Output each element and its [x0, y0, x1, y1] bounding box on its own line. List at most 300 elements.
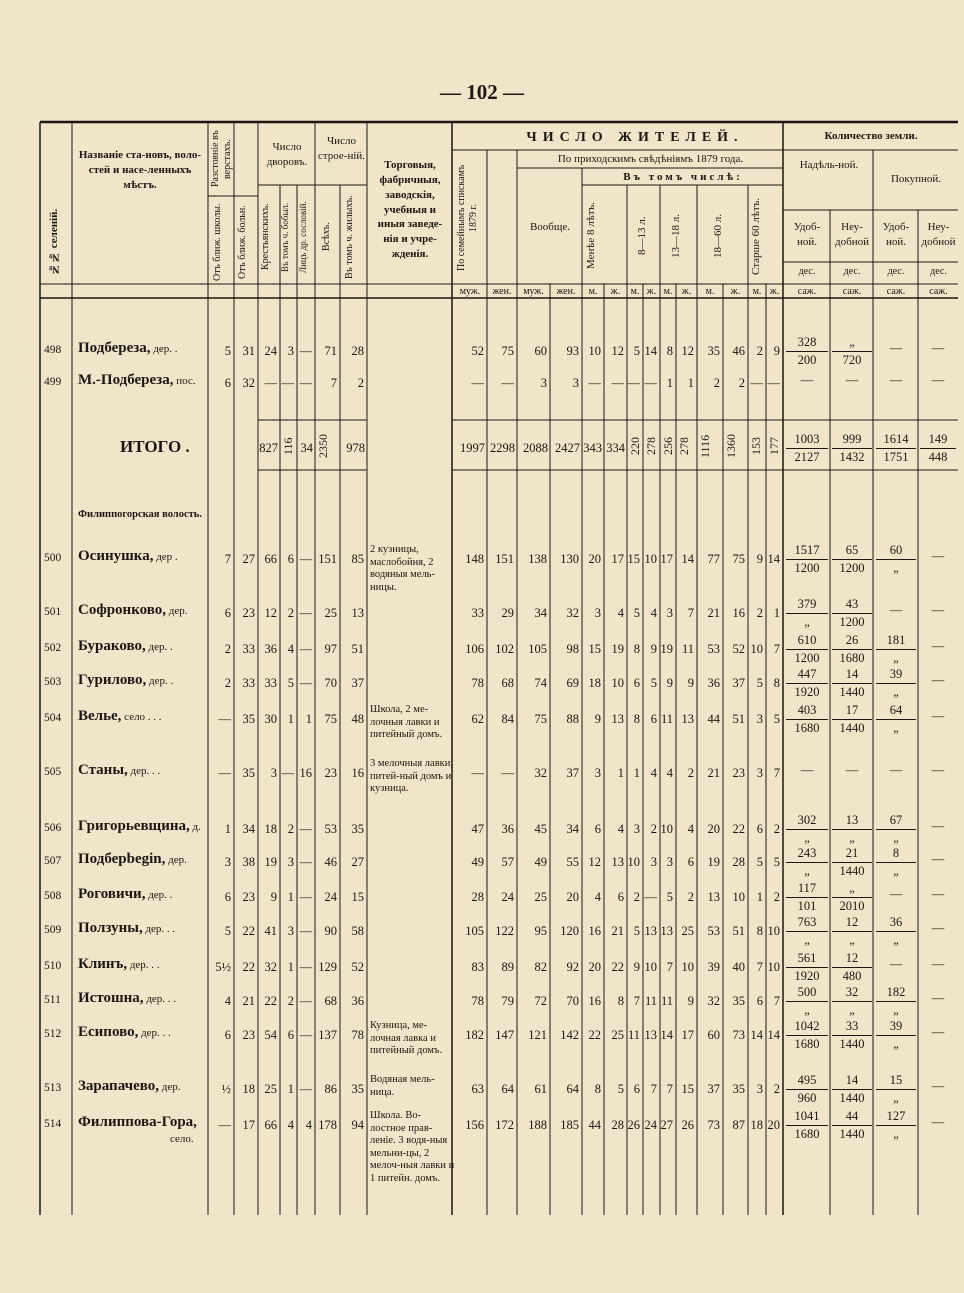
total-a1f: 334 [606, 441, 625, 455]
cell-a1f: 1 [617, 766, 624, 780]
cell-a1f: 19 [611, 642, 624, 656]
land-bought-arable [876, 668, 916, 698]
cell-a4m: 44 [707, 712, 720, 726]
unit-female: жен. [492, 286, 512, 297]
unit-des: дес. [930, 266, 947, 277]
cell-a4m: 35 [707, 344, 720, 358]
cell-a1m: 20 [588, 552, 601, 566]
cell-ba: 129 [318, 960, 337, 974]
cell-pm: 121 [528, 1028, 547, 1042]
cell-bl: 35 [351, 822, 364, 836]
cell-a3m: 11 [660, 994, 673, 1008]
settlement-name-text: Подбереза, [78, 340, 151, 356]
cell-bl: 52 [351, 960, 364, 974]
land-bought-nonarable-value: — [931, 709, 945, 723]
col-header-nonarable-1: Неу-добной [835, 221, 869, 248]
land-bought-nonarable-value: — [931, 1079, 945, 1093]
total-land-allot-arable-top: 1003 [794, 432, 820, 446]
land-allot-nonarable-top: 33 [845, 1019, 859, 1033]
land-allot-nonarable-top: 65 [845, 543, 859, 557]
land-allot-nonarable [832, 1020, 872, 1050]
settlement-name-text: Филиппова-Гора, [78, 1114, 197, 1130]
cell-a3f: 2 [687, 890, 694, 904]
total-a1m: 343 [583, 441, 602, 455]
cell-a3m: 7 [666, 1082, 673, 1096]
cell-ba: 178 [318, 1118, 337, 1132]
land-bought-nonarable [920, 986, 956, 1007]
cell-yp: 66 [264, 1118, 277, 1132]
cell-a4f: 46 [732, 344, 745, 358]
cell-a4m: 21 [707, 606, 720, 620]
cell-fm: 182 [465, 1028, 484, 1042]
cell-fm: — [471, 766, 484, 780]
land-bought-nonarable-value: — [931, 991, 945, 1005]
row-number: 508 [44, 890, 62, 902]
row-number: 500 [44, 552, 62, 564]
cell-a5m: — [750, 376, 763, 390]
cell-yp: 33 [264, 676, 277, 690]
total-pm: 2088 [523, 441, 548, 455]
cell-a3f: 1 [687, 376, 694, 390]
settlement-name-text: Велье, [78, 708, 122, 724]
cell-a2m: 8 [633, 712, 640, 726]
cell-dh: 33 [242, 642, 255, 656]
cell-a5f: 20 [767, 1118, 780, 1132]
land-bought-arable-bottom: „ [876, 829, 916, 845]
cell-a2m: 6 [633, 1082, 640, 1096]
land-allot-nonarable-bottom: 1440 [832, 1125, 872, 1141]
cell-bl: 85 [351, 552, 364, 566]
land-bought-arable-value: — [889, 763, 903, 777]
unit-saz: саж. [797, 286, 817, 297]
land-bought-arable-bottom: „ [876, 683, 916, 699]
land-allot-nonarable [832, 916, 872, 946]
land-bought-arable [876, 1020, 916, 1050]
land-bought-nonarable [920, 1020, 956, 1041]
cell-a2m: — [627, 376, 640, 390]
cell-a4m: 2 [713, 376, 720, 390]
cell-ba: 25 [324, 606, 337, 620]
settlement-kind: дер. . . [127, 765, 161, 777]
cell-a1f: 21 [611, 924, 624, 938]
cell-yp: 41 [264, 924, 277, 938]
cell-yb: 1 [287, 890, 294, 904]
land-allot-nonarable-bottom: 1440 [832, 683, 872, 699]
cell-yb: 6 [287, 1028, 294, 1042]
unit-des: дес. [887, 266, 905, 277]
row-number: 511 [44, 994, 61, 1006]
cell-yb: 4 [287, 642, 294, 656]
land-allot-arable-bottom: 960 [786, 1089, 828, 1105]
cell-a5f: 8 [773, 676, 780, 690]
cell-a5f: 9 [773, 344, 780, 358]
cell-dh: 35 [242, 712, 255, 726]
cell-pf: 70 [566, 994, 579, 1008]
land-allot-nonarable-top: 17 [845, 703, 859, 717]
cell-yp: 54 [264, 1028, 277, 1042]
land-allot-nonarable [832, 847, 872, 877]
land-bought-arable-bottom: „ [876, 649, 916, 665]
land-allot-nonarable [832, 952, 872, 982]
cell-a3f: 26 [681, 1118, 694, 1132]
cell-a1m: 12 [588, 855, 601, 869]
cell-a2m: 6 [633, 676, 640, 690]
land-allot-nonarable-bottom: 2010 [832, 897, 872, 913]
cell-a3f: 15 [681, 1082, 694, 1096]
cell-bl: 51 [351, 642, 364, 656]
cell-a1f: 13 [611, 855, 624, 869]
land-allot-arable-bottom: „ [786, 862, 828, 878]
land-allot-arable-bottom: 101 [786, 897, 828, 913]
land-allot-arable [786, 882, 828, 912]
settlement-kind: село. [170, 1133, 194, 1145]
cell-a5m: 5 [756, 855, 763, 869]
cell-pf: 88 [566, 712, 579, 726]
cell-a5f: — [767, 376, 780, 390]
total-land-allot-arable [786, 433, 828, 463]
cell-a2f: 10 [644, 960, 657, 974]
cell-a3m: 14 [660, 1028, 673, 1042]
land-allot-nonarable-top: 44 [845, 1109, 859, 1123]
land-bought-arable [876, 1110, 916, 1140]
cell-dh: 34 [242, 822, 255, 836]
settlement-name [78, 991, 176, 1006]
cell-fm: 28 [471, 890, 484, 904]
land-bought-arable-value: — [889, 373, 903, 387]
cell-pf: 55 [566, 855, 579, 869]
cell-dh: 23 [242, 606, 255, 620]
cell-a3m: 9 [666, 676, 673, 690]
row-number: 506 [44, 822, 62, 834]
cell-a2f: 2 [650, 822, 657, 836]
cell-a3f: 13 [681, 712, 694, 726]
cell-a5f: 2 [773, 1082, 780, 1096]
land-allot-arable [786, 916, 828, 946]
land-allot-nonarable-top: „ [849, 335, 855, 349]
land-allot-arable-bottom: 1680 [786, 1035, 828, 1051]
cell-a1m: 8 [594, 1082, 601, 1096]
cell-yo: — [299, 1082, 312, 1096]
unit-m: м. [705, 286, 715, 297]
settlement-name [78, 957, 160, 972]
cell-fm: 62 [471, 712, 484, 726]
cell-a4m: 21 [707, 766, 720, 780]
land-allot-nonarable-bottom: 1200 [832, 559, 872, 575]
land-allot-arable-top: 500 [797, 985, 817, 999]
cell-a3m: 3 [666, 855, 673, 869]
cell-yo: — [299, 676, 312, 690]
land-bought-arable-value: — [889, 887, 903, 901]
land-allot-nonarable-bottom: „ [832, 829, 872, 845]
cell-a1m: 16 [588, 994, 601, 1008]
cell-a1f: 5 [617, 1082, 624, 1096]
land-allot-arable-bottom: 1680 [786, 719, 828, 735]
cell-bl: 35 [351, 1082, 364, 1096]
cell-dh: 22 [242, 960, 255, 974]
land-allot-arable [786, 1020, 828, 1050]
cell-pf: 142 [560, 1028, 579, 1042]
col-header-trade: Торговыя, фабричныя, заводскія, учебныя и иныя заведе-нія и учре-жденія. [377, 159, 443, 261]
cell-a4m: 53 [707, 642, 720, 656]
total-a2f: 278 [644, 437, 658, 455]
land-bought-arable-top: 67 [889, 813, 903, 827]
land-allot-arable-value: — [800, 763, 814, 777]
land-allot-nonarable [832, 704, 872, 734]
cell-ds: 5 [224, 344, 231, 358]
land-allot-arable-top: 1042 [794, 1019, 820, 1033]
settlement-kind: пос. [173, 375, 196, 387]
cell-pf: 64 [566, 1082, 579, 1096]
cell-pf: 3 [572, 376, 579, 390]
cell-ba: 97 [324, 642, 337, 656]
cell-dh: 21 [242, 994, 255, 1008]
cell-dh: 31 [242, 344, 255, 358]
cell-a3m: 3 [666, 606, 673, 620]
land-bought-nonarable-value: — [931, 1025, 945, 1039]
land-bought-arable-value: — [889, 603, 903, 617]
col-header-build-living: Въ томъ ч. жилыхъ. [344, 195, 355, 279]
settlement-kind: дер. . [145, 641, 173, 653]
land-bought-nonarable [920, 368, 956, 389]
land-allot-arable-top: 495 [797, 1073, 817, 1087]
cell-a5f: 14 [767, 552, 780, 566]
unit-zh: ж. [681, 286, 692, 297]
cell-a3m: 13 [660, 924, 673, 938]
settlement-kind: дер. [166, 605, 188, 617]
cell-a3m: 11 [660, 712, 673, 726]
cell-bl: 37 [351, 676, 364, 690]
cell-a1m: 6 [594, 822, 601, 836]
land-allot-nonarable [832, 598, 872, 628]
settlement-name-text: Осинушка, [78, 548, 154, 564]
col-header-build-all: Всѣхъ. [321, 222, 332, 252]
settlement-name-text: Бураково, [78, 638, 146, 654]
land-bought-nonarable [920, 598, 956, 619]
land-bought-nonarable [920, 704, 956, 725]
cell-fm: 47 [471, 822, 484, 836]
cell-a2f: 7 [650, 1082, 657, 1096]
cell-a5f: 2 [773, 890, 780, 904]
cell-bl: 48 [351, 712, 364, 726]
land-allot-arable-bottom: „ [786, 829, 828, 845]
cell-pm: 32 [534, 766, 547, 780]
cell-yo: — [299, 552, 312, 566]
settlement-name-text: Ползуны, [78, 920, 143, 936]
land-allot-nonarable-top: 26 [845, 633, 859, 647]
land-allot-nonarable [832, 336, 872, 366]
land-bought-nonarable-value: — [931, 1115, 945, 1129]
cell-a4f: 10 [732, 890, 745, 904]
cell-a1m: 3 [594, 766, 601, 780]
cell-ff: 29 [501, 606, 514, 620]
land-allot-nonarable [832, 814, 872, 844]
cell-dh: 23 [242, 1028, 255, 1042]
cell-yb: 3 [287, 344, 294, 358]
land-allot-nonarable [832, 758, 872, 779]
unit-zh: ж. [769, 286, 780, 297]
cell-a4f: 75 [732, 552, 745, 566]
total-land-bought-nonarable-bottom: 448 [920, 448, 956, 464]
row-number: 507 [44, 855, 62, 867]
land-allot-arable-top: 561 [797, 951, 817, 965]
cell-yb: 1 [287, 712, 294, 726]
land-allot-nonarable [832, 882, 872, 912]
total-fm: 1997 [460, 441, 485, 455]
land-bought-nonarable [920, 758, 956, 779]
total-yo: 34 [300, 441, 313, 455]
cell-ba: 86 [324, 1082, 337, 1096]
cell-a2f: 11 [644, 994, 657, 1008]
cell-a5f: 2 [773, 822, 780, 836]
cell-a1f: 12 [611, 344, 624, 358]
cell-a5f: 7 [773, 642, 780, 656]
cell-a5f: 5 [773, 855, 780, 869]
col-header-age-8-13: 8—13 л. [636, 216, 648, 256]
cell-a3f: 2 [687, 766, 694, 780]
cell-a3f: 9 [687, 994, 694, 1008]
cell-a4f: 37 [732, 676, 745, 690]
cell-a1f: 25 [611, 1028, 624, 1042]
cell-fm: 106 [465, 642, 484, 656]
total-ba: 2350 [316, 434, 330, 458]
unit-zh: ж. [646, 286, 657, 297]
cell-ds: 6 [224, 606, 231, 620]
land-bought-nonarable [920, 336, 956, 357]
cell-a5m: 14 [750, 1028, 763, 1042]
cell-a2m: 5 [633, 344, 640, 358]
cell-dh: 17 [242, 1118, 255, 1132]
col-header-dist-school: Отъ ближ. школы. [212, 203, 223, 281]
settlement-kind: дер. . . [138, 1027, 171, 1039]
col-header-general: Вообще. [529, 221, 571, 233]
cell-ba: 71 [324, 344, 337, 358]
total-label: ИТОГО . [120, 437, 190, 456]
cell-a4m: 37 [707, 1082, 720, 1096]
cell-a2f: 24 [644, 1118, 657, 1132]
land-bought-nonarable [920, 814, 956, 835]
cell-a1m: 22 [588, 1028, 601, 1042]
col-header-yards-other: Лицъ др. сословій. [298, 201, 308, 273]
col-header-age-gt60: Старше 60 лѣтъ. [750, 197, 762, 275]
col-header-distance: Разстояніе въ верстахъ. [210, 130, 233, 188]
land-allot-nonarable-bottom: 1440 [832, 1035, 872, 1051]
land-bought-arable-bottom: „ [876, 1089, 916, 1105]
land-allot-arable-top: 763 [797, 915, 817, 929]
settlement-name [78, 819, 201, 834]
cell-a3f: 6 [687, 855, 694, 869]
cell-a5m: 6 [756, 994, 763, 1008]
cell-pm: 138 [528, 552, 547, 566]
cell-a4m: 20 [707, 822, 720, 836]
cell-a4m: 77 [707, 552, 720, 566]
cell-ds: 6 [224, 890, 231, 904]
land-bought-nonarable-value: — [931, 819, 945, 833]
cell-ds: 5½ [215, 960, 231, 974]
cell-yo: — [299, 924, 312, 938]
total-yb: 116 [281, 437, 295, 455]
total-land-bought-arable [876, 433, 916, 463]
cell-fm: 63 [471, 1082, 484, 1096]
cell-a3f: 11 [681, 642, 694, 656]
cell-a1m: 3 [594, 606, 601, 620]
land-allot-arable-top: 117 [797, 881, 817, 895]
cell-a5f: 7 [773, 766, 780, 780]
cell-dh: 32 [242, 376, 255, 390]
land-bought-arable-bottom: „ [876, 1125, 916, 1141]
cell-yo: — [299, 344, 312, 358]
cell-dh: 35 [242, 766, 255, 780]
settlement-name-text: Гурилово, [78, 672, 147, 688]
land-bought-arable [876, 847, 916, 877]
cell-a3m: 19 [660, 642, 673, 656]
col-header-yards: Число дворовъ. [266, 141, 308, 168]
cell-a1m: 20 [588, 960, 601, 974]
land-allot-nonarable-top: „ [849, 881, 855, 895]
settlement-name-text: Софронково, [78, 602, 167, 618]
cell-a1m: 4 [594, 890, 601, 904]
cell-fm: 156 [465, 1118, 484, 1132]
land-allot-arable [786, 952, 828, 982]
cell-yb: 4 [287, 1118, 294, 1132]
row-number: 505 [44, 766, 62, 778]
land-bought-arable [876, 1074, 916, 1104]
cell-bl: 27 [351, 855, 364, 869]
settlement-kind: дер. [158, 1081, 181, 1093]
cell-a4f: 35 [732, 994, 745, 1008]
land-bought-arable-top: 127 [886, 1109, 906, 1123]
cell-ds: 6 [224, 376, 231, 390]
unit-saz: саж. [886, 286, 906, 297]
cell-ff: 102 [495, 642, 514, 656]
unit-zh: ж. [730, 286, 741, 297]
land-allot-arable [786, 847, 828, 877]
cell-a2m: 1 [633, 766, 640, 780]
cell-fm: 78 [471, 676, 484, 690]
land-allot-nonarable-bottom: „ [832, 1001, 872, 1017]
land-allot-nonarable-bottom: 480 [832, 967, 872, 983]
land-allot-nonarable-bottom: 1440 [832, 1089, 872, 1105]
cell-yb: 1 [287, 1082, 294, 1096]
cell-bl: 2 [357, 376, 364, 390]
cell-pm: 49 [534, 855, 547, 869]
col-header-yards-bobyl: Въ томъ ч. бобыл. [280, 202, 290, 272]
cell-a5f: 5 [773, 712, 780, 726]
cell-pf: 37 [566, 766, 579, 780]
total-ff: 2298 [490, 441, 515, 455]
cell-a5f: 1 [773, 606, 780, 620]
cell-a2f: 13 [644, 1028, 657, 1042]
cell-yo: — [299, 890, 312, 904]
total-land-allot-nonarable [832, 433, 872, 463]
land-bought-nonarable [920, 544, 956, 565]
settlement-kind: дер. . [145, 889, 173, 901]
land-allot-arable-bottom: 200 [786, 351, 828, 367]
cell-a2f: 13 [644, 924, 657, 938]
cell-a5m: 2 [756, 344, 763, 358]
total-a2m: 220 [628, 437, 642, 455]
cell-fm: 33 [471, 606, 484, 620]
settlement-name-text: Клинъ, [78, 956, 128, 972]
land-bought-arable [876, 814, 916, 844]
col-header-parish: По приходскимъ свѣдѣніямъ 1879 года. [557, 153, 744, 165]
cell-yp: 25 [264, 1082, 277, 1096]
cell-a4m: 13 [707, 890, 720, 904]
cell-a3m: 8 [666, 344, 673, 358]
land-bought-arable [876, 598, 916, 619]
cell-ff: 24 [501, 890, 514, 904]
cell-a5f: 10 [767, 924, 780, 938]
cell-a3f: 4 [687, 822, 694, 836]
